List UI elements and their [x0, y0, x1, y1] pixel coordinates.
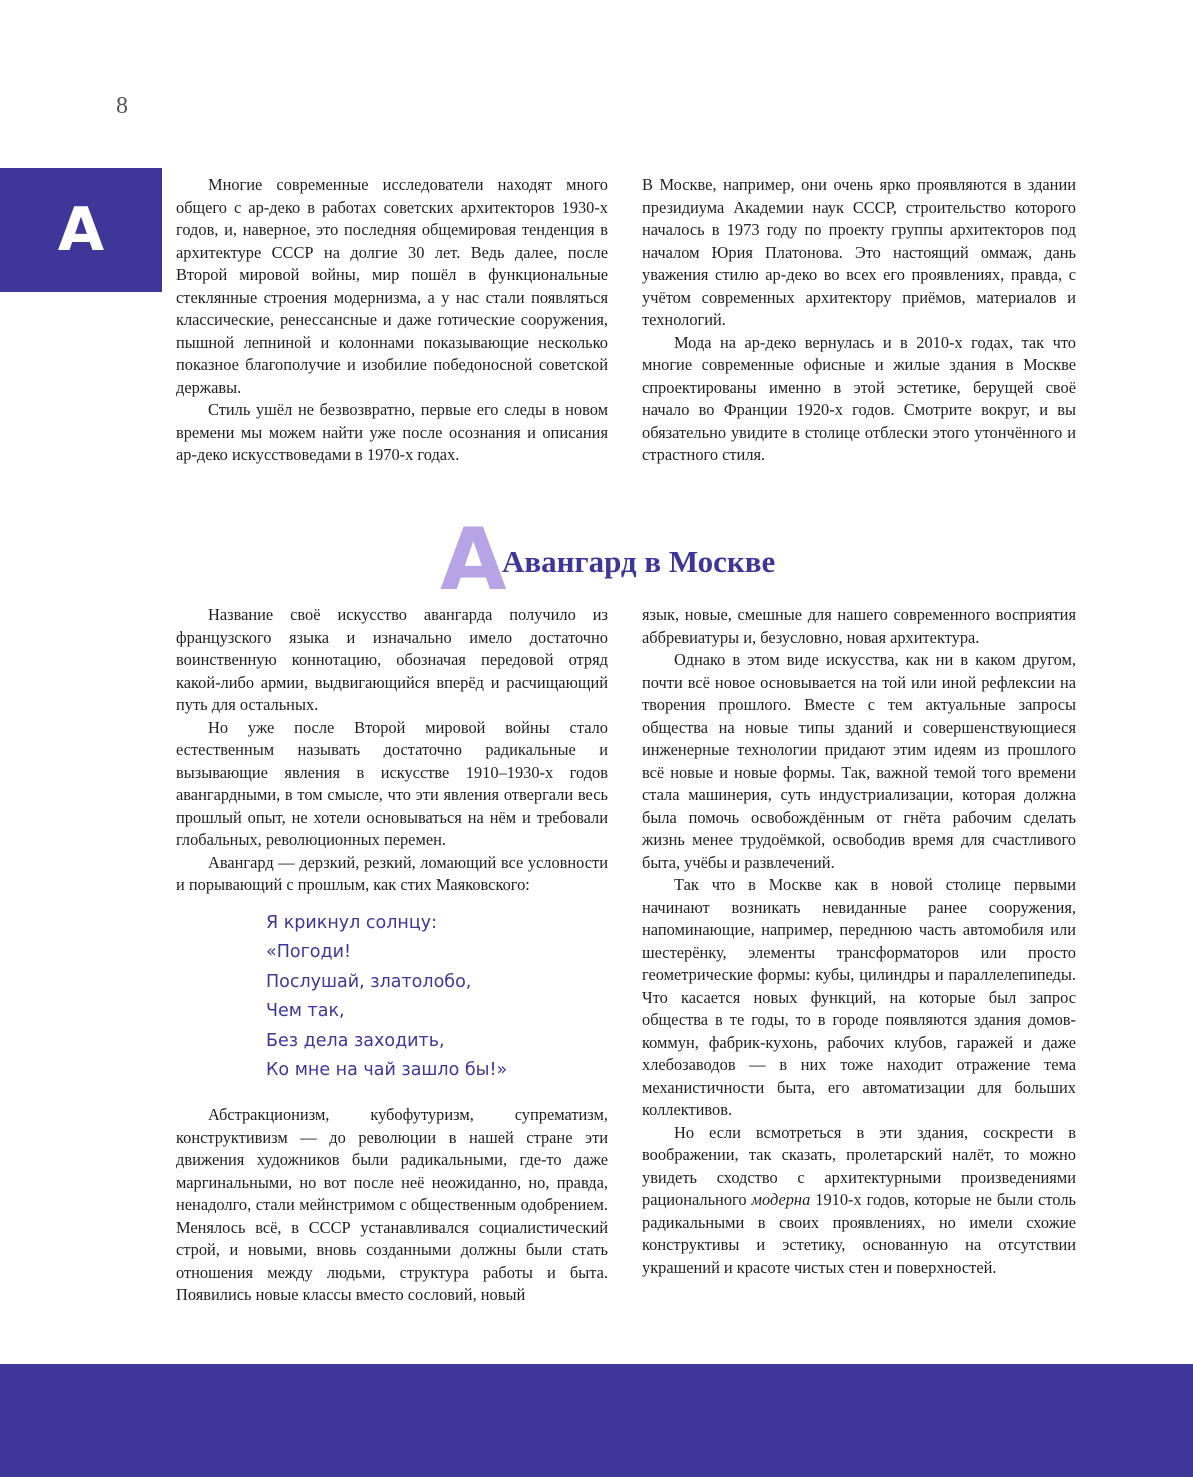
- paragraph: Мода на ар-деко вернулась и в 2010-х годах, так что многие современные офисные и жилые здания в Москве спроектированы именно в этой эстетике, берущей своё начало во Франции 1920-х годов. Смотрите вокруг, и вы обязательно увидите в столице отблески этого утончённого и страстного стиля.: [642, 332, 1076, 464]
- paragraph: [642, 1122, 1076, 1280]
- paragraph: В Москве, например, они очень ярко проявляются в здании президиума Академии наук СССР, строительство которого началось в 1973 году по проекту группы архитекторов под началом Юрия Платонова. Это настоящий оммаж, дань уважения стилю ар-деко во всех его проявлениях, правда, с учётом современных архитектору приёмов, материалов и технологий.: [642, 175, 1076, 329]
- section-letter: А: [57, 195, 105, 265]
- paragraph: язык, новые, смешные для нашего современного восприятия аббревиатуры и, безусловно, новая архитектура.: [642, 605, 1076, 647]
- heading-title: Авангард в Москве: [502, 544, 776, 579]
- poem-line: Ко мне на чай зашло бы!»: [266, 1060, 508, 1081]
- paragraph-text: Но если всмотреться в эти здания, соскрести в воображении, так сказать, пролетарский налёт, то можно увидеть сходство с архитектурными произведениями рационального: [642, 1122, 1076, 1209]
- section-heading: [440, 510, 940, 610]
- paragraph: Абстракционизм, кубофутуризм, супрематизм, конструктивизм — до революции в нашей стране эти движения художников были радикальными, где-то даже маргинальными, но вот после неё неожиданно, но, правда, ненадолго, стали мейнстримом с общественным одобрением. Менялось всё, в СССР устанавливался социалистический строй, и новыми, вновь созданными должны были стать отношения между людьми, структура работы и быта. Появились новые классы вместо сословий, новый: [176, 1105, 608, 1305]
- paragraph: Авангард — дерзкий, резкий, ломающий все условности и порывающий с прошлым, как стих Маяковского:: [176, 852, 608, 894]
- poem-line: «Погоди!: [266, 942, 351, 963]
- paragraph: Однако в этом виде искусства, как ни в каком другом, почти всё новое основывается на той или иной рефлексии на творения прошлого. Вместе с тем актуальные запросы общества на новые типы зданий и совершенствующиеся инженерные технологии придают этим идеям из прошлого всё новые и новые формы. Так, важной темой того времени стала машинерия, суть индустриализации, которая должна была помочь освобождённым от гнёта рабочим сделать жизнь менее трудоёмкой, освободив время для счастливого быта, учёбы и развлечений.: [642, 650, 1076, 872]
- paragraph: Название своё искусство авангарда получило из французского языка и изначально имело достаточно воинственную коннотацию, обозначая передовой отряд какой-либо армии, выдвигающийся вперёд и расчищающий путь для остальных.: [176, 605, 608, 714]
- section-letter-block: [0, 168, 162, 292]
- poem-quote: [266, 909, 608, 1087]
- poem-line: Я крикнул солнцу:: [266, 912, 438, 933]
- bottom-left-column: [176, 604, 608, 1307]
- emphasis-text: модерна: [751, 1190, 811, 1209]
- poem-line: Послушай, златолобо,: [266, 971, 472, 992]
- top-left-column: [176, 174, 608, 467]
- page-number: 8: [116, 93, 128, 119]
- bottom-right-column: [642, 604, 1076, 1279]
- paragraph: Стиль ушёл не безвозвратно, первые его следы в новом времени мы можем найти уже после осознания и описания ар-деко искусствоведами в 1970-х годах.: [176, 400, 608, 464]
- paragraph: Но уже после Второй мировой войны стало естественным называть достаточно радикальные и вызывающие явления в искусстве 1910–1930-х годов авангардными, в том смысле, что эти явления отвергали весь прошлый опыт, не хотели основываться на нём и требовали глобальных, революционных перемен.: [176, 717, 608, 849]
- poem-line: Чем так,: [266, 1001, 345, 1022]
- paragraph: Многие современные исследователи находят много общего с ар-деко в работах советских архитекторов 1930-х годов, и, наверное, это последняя общемировая тенденция в архитектуре СССР на долгие 30 лет. Ведь далее, после Второй мировой войны, мир пошёл в функциональные стеклянные строения модернизма, а у нас стали появляться классические, ренессансные и даже готические сооружения, пышной лепниной и колоннами показывающие несколько показное благополучие и изобилие победоносной советской державы.: [176, 175, 608, 397]
- footer-band: [0, 1364, 1193, 1477]
- heading-initial-letter: А: [440, 510, 507, 610]
- paragraph: Так что в Москве как в новой столице первыми начинают возникать невиданные ранее сооружения, напоминающие, например, переднюю часть автомобиля или шестерёнку, элементы трансформаторов или просто геометрические формы: кубы, цилиндры и параллелепипеды. Что касается новых функций, на которые был запрос общества в те годы, то в городе появляются здания домов-коммун, фабрик-кухонь, рабочих клубов, гаражей и даже хлебозаводов — в них тоже находит отражение тема механистичности быта, его автоматизации для больших коллективов.: [642, 875, 1076, 1119]
- paragraph-text: 1910-х годов, которые не были столь радикальными в своих проявлениях, но имели схожие конструктивы и эстетику, основанную на отсутствии украшений и красоте чистых стен и поверхностей.: [642, 1190, 1076, 1277]
- top-right-column: [642, 174, 1076, 467]
- poem-line: Без дела заходить,: [266, 1030, 445, 1051]
